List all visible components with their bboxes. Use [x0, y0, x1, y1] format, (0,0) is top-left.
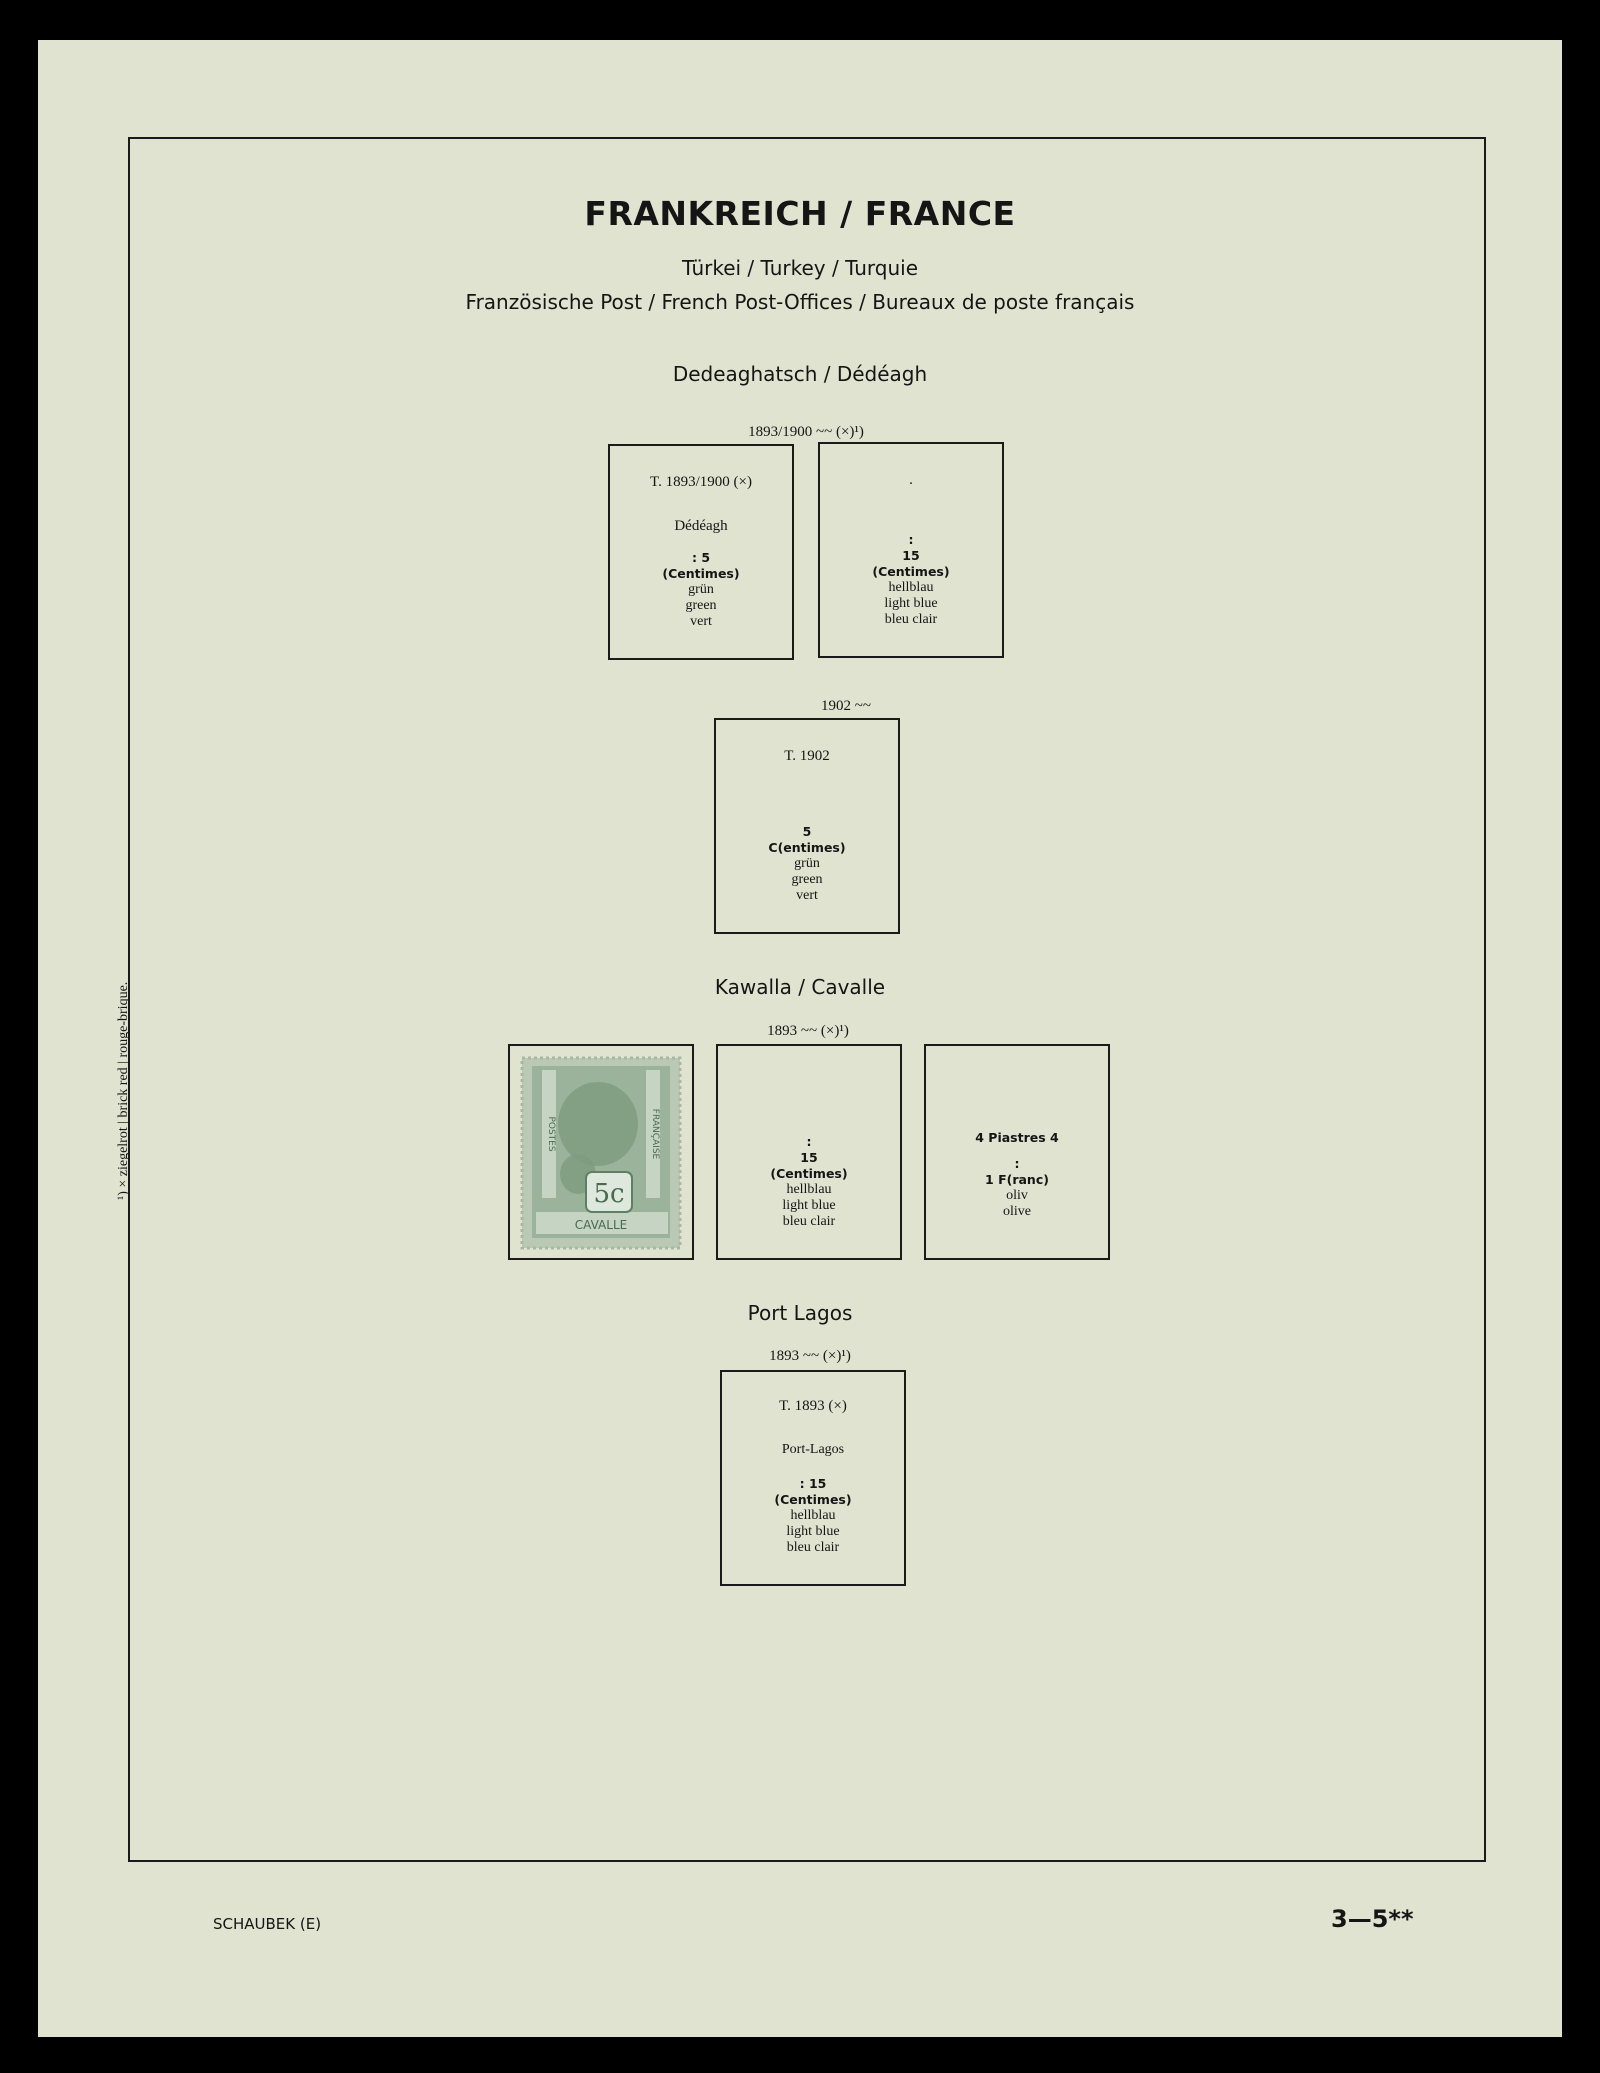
page-title: FRANKREICH / FRANCE — [584, 194, 1016, 233]
colour-en: green — [791, 872, 823, 887]
colour-en: light blue — [782, 1198, 836, 1213]
stamp-space-dedeagh-5c — [608, 444, 794, 660]
colour-en: light blue — [884, 596, 938, 611]
type-caption: T. 1902 — [784, 748, 830, 764]
mounted-stamp-image — [518, 1054, 684, 1252]
colour-en: olive — [1003, 1204, 1031, 1219]
stamp-space-dedeagh-15c — [818, 442, 1004, 658]
issue-label-1902: 1902 ~~ — [821, 698, 871, 714]
colour-en: light blue — [786, 1524, 840, 1539]
unit-label: (Centimes) — [662, 566, 740, 581]
colour-de: grün — [688, 582, 714, 597]
page-subtitle-country: Türkei / Turkey / Turquie — [681, 256, 919, 280]
colour-de: grün — [794, 856, 820, 871]
colour-fr: bleu clair — [884, 612, 938, 627]
section-heading-dedeagh: Dedeaghatsch / Dédéagh — [672, 362, 928, 386]
page-subtitle-offices: Französische Post / French Post-Offices / Bureaux de poste français — [465, 290, 1135, 314]
colon-mark: : — [806, 1134, 812, 1149]
colour-fr: vert — [690, 614, 712, 629]
value-label: 4 Piastres 4 — [975, 1130, 1059, 1145]
colour-de: hellblau — [790, 1508, 836, 1523]
footnote-vertical: ¹) × ziegelrot | brick red | rouge-brique. — [116, 981, 131, 1200]
section-heading-port-lagos: Port Lagos — [747, 1301, 853, 1325]
value-label: : 15 — [799, 1476, 827, 1491]
unit-label: (Centimes) — [872, 564, 950, 579]
colon-mark: : — [1014, 1156, 1020, 1171]
stamp-value-text: 5c — [593, 1179, 625, 1209]
unit-label: (Centimes) — [770, 1166, 848, 1181]
issue-label-kawalla: 1893 ~~ (×)¹) — [767, 1023, 849, 1039]
colour-fr: bleu clair — [786, 1540, 840, 1555]
page-number: 3—5** — [1331, 1905, 1414, 1933]
colour-de: oliv — [1006, 1188, 1028, 1203]
value-label: 5 — [802, 824, 812, 839]
type-caption: T. 1893 (×) — [779, 1398, 847, 1414]
stamp-space-port-lagos-15c — [720, 1370, 906, 1586]
stamp-right-text: FRANÇAISE — [650, 1108, 660, 1160]
type-caption: T. 1893/1900 (×) — [650, 474, 752, 490]
stamp-left-text: POSTES — [546, 1116, 556, 1152]
stamp-overprint-text: CAVALLE — [574, 1218, 628, 1232]
franc-label: 1 F(ranc) — [985, 1172, 1049, 1187]
dot-mark: . — [909, 472, 913, 488]
value-label: : 5 — [691, 550, 711, 565]
colour-de: hellblau — [786, 1182, 832, 1197]
value-label: 15 — [902, 548, 920, 563]
colour-fr: vert — [796, 888, 818, 903]
colour-en: green — [685, 598, 717, 613]
album-page — [38, 40, 1562, 2037]
issue-label-1893: 1893/1900 ~~ (×)¹) — [748, 424, 864, 440]
stamp-space-kawalla-5c — [508, 1044, 694, 1260]
value-label: 15 — [800, 1150, 818, 1165]
place-name: Port-Lagos — [781, 1442, 845, 1457]
colour-de: hellblau — [888, 580, 934, 595]
unit-label: C(entimes) — [768, 840, 846, 855]
stamp-space-dedeagh-1902 — [714, 718, 900, 934]
publisher-label: SCHAUBEK (E) — [213, 1915, 322, 1933]
colour-fr: bleu clair — [782, 1214, 836, 1229]
issue-label-port-lagos: 1893 ~~ (×)¹) — [769, 1348, 851, 1364]
place-name: Dédéagh — [674, 518, 728, 534]
page-frame — [128, 137, 1486, 1862]
colon-mark: : — [908, 532, 914, 547]
unit-label: (Centimes) — [774, 1492, 852, 1507]
stamp-space-kawalla-4pi — [924, 1044, 1110, 1260]
stamp-space-kawalla-15c — [716, 1044, 902, 1260]
section-heading-kawalla: Kawalla / Cavalle — [714, 975, 886, 999]
